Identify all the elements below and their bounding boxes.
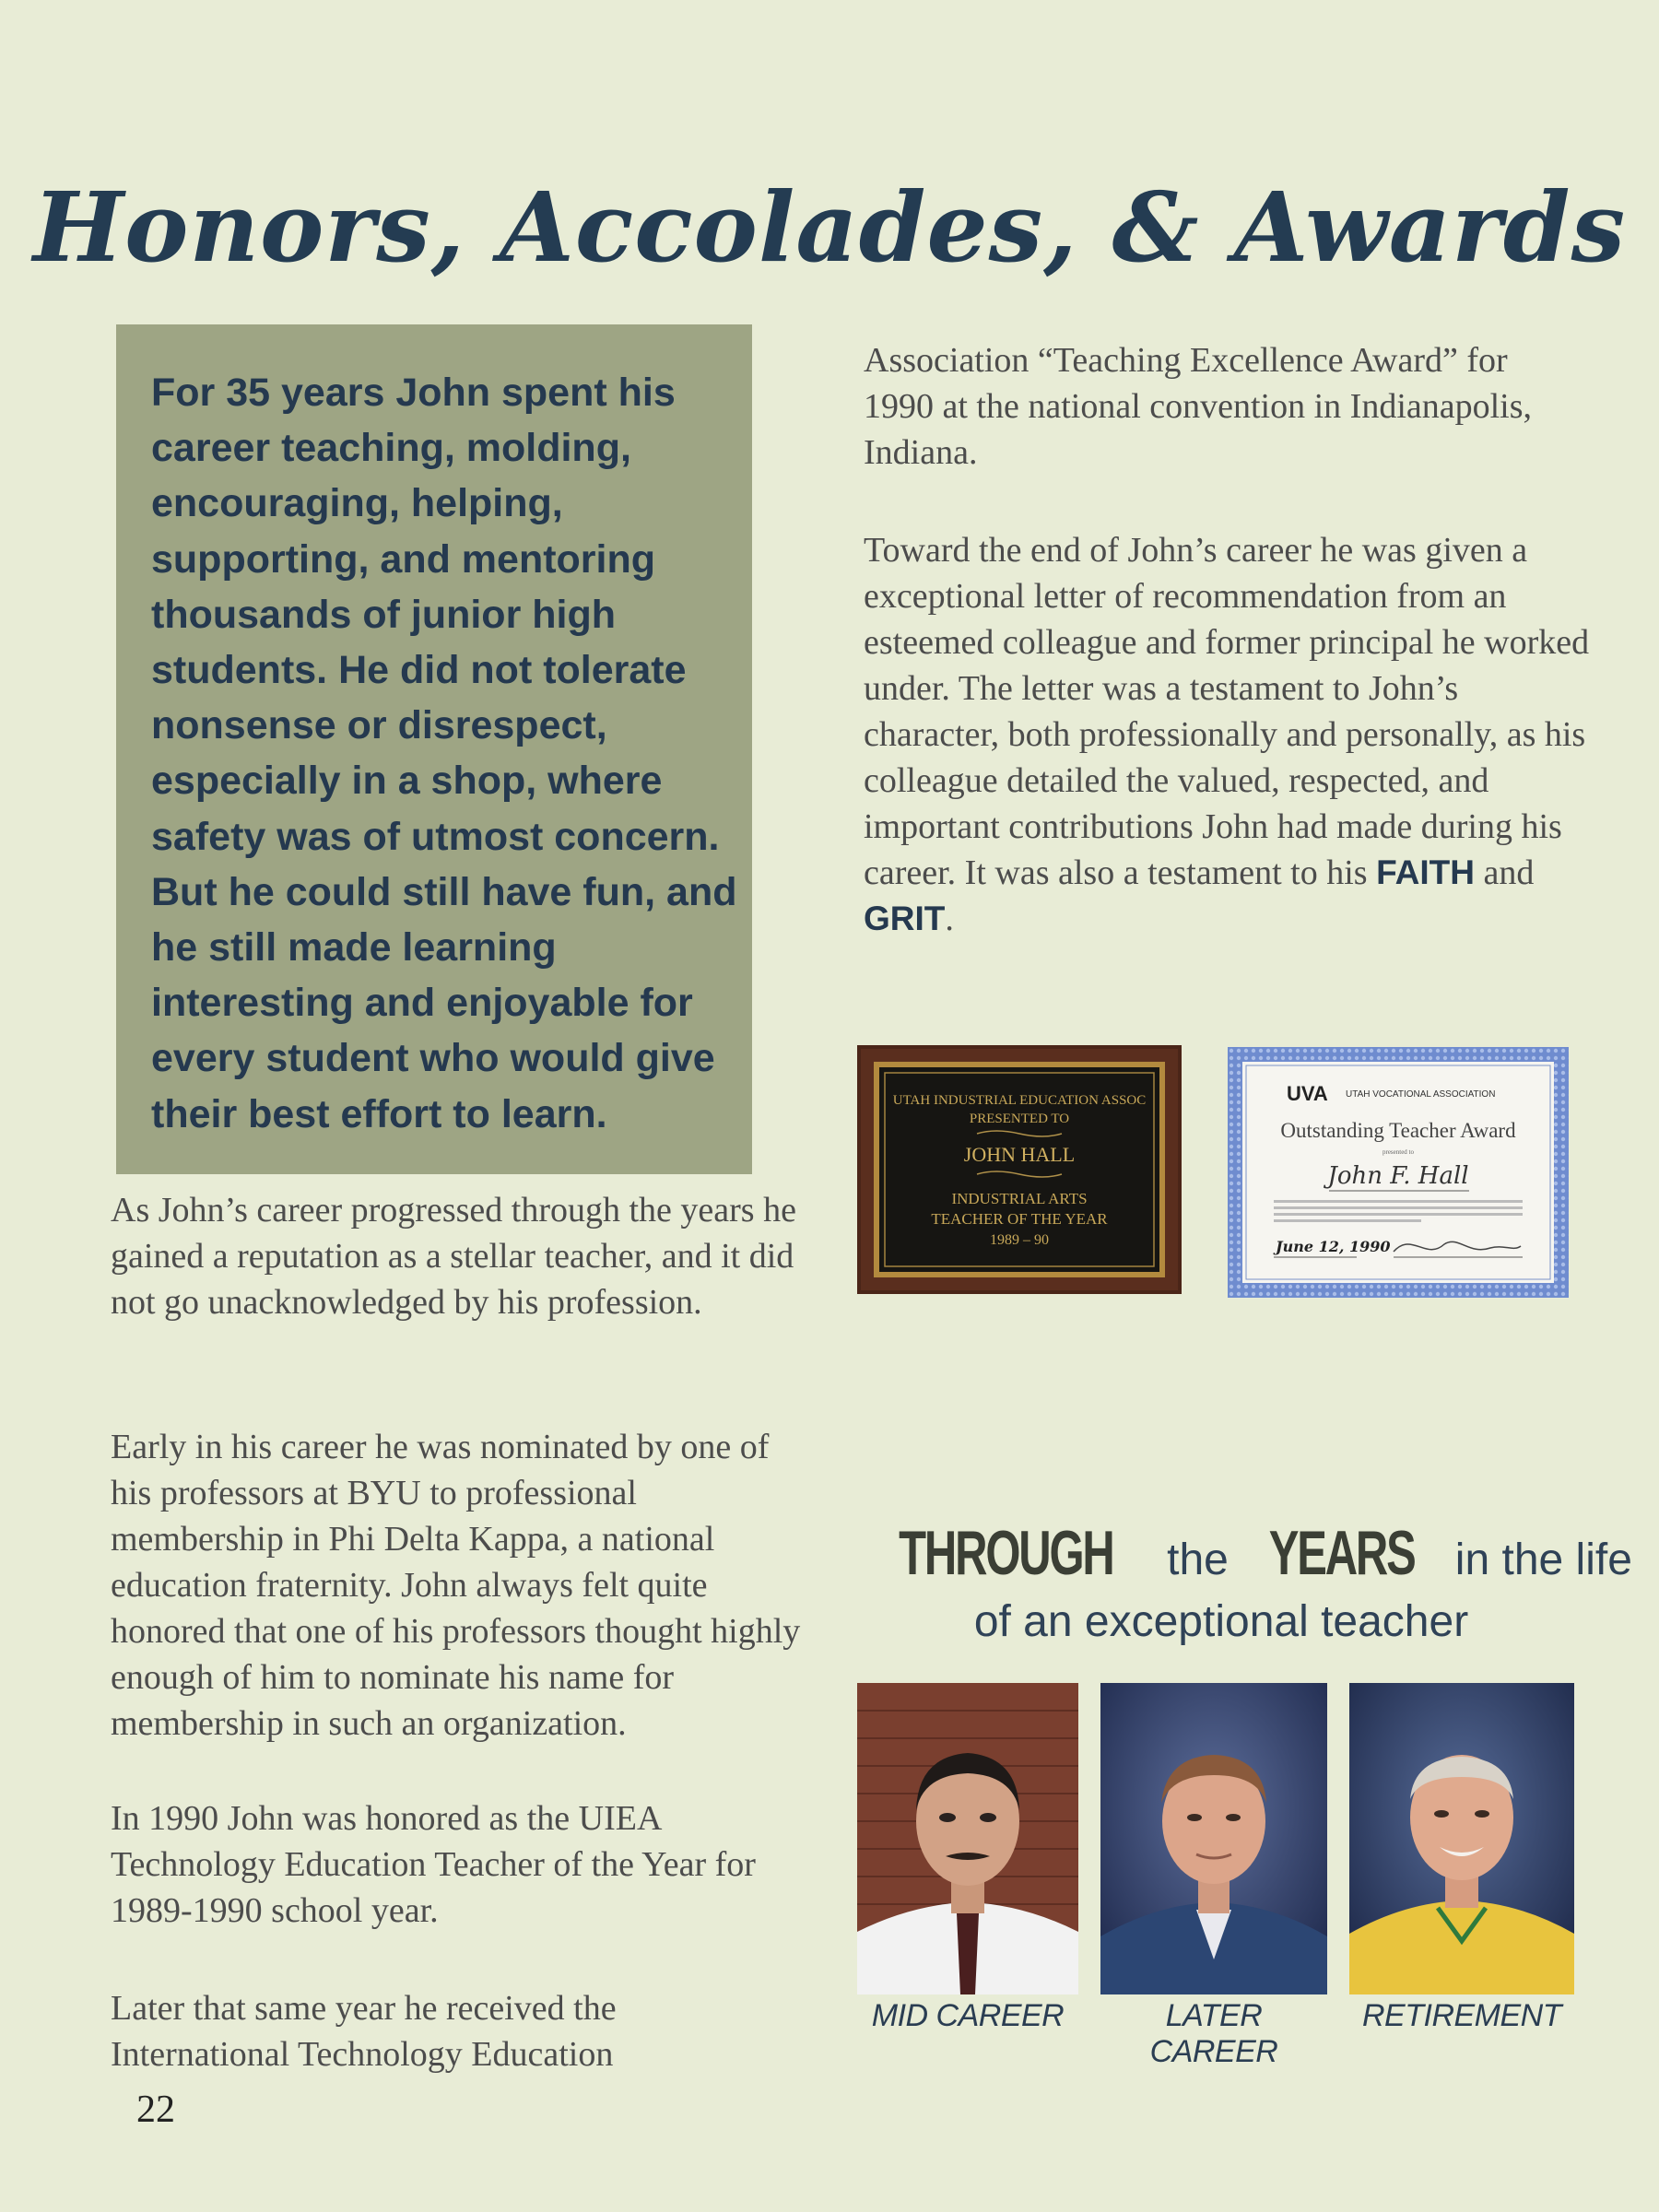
plaque-line-3: INDUSTRIAL ARTS: [951, 1190, 1088, 1207]
page-number: 22: [136, 2088, 175, 2131]
caption-retirement: RETIREMENT: [1362, 1998, 1561, 2033]
plaque-line-2: PRESENTED TO: [969, 1112, 1070, 1126]
pull-quote-box: [116, 324, 752, 1174]
later-career-photo: [1100, 1683, 1327, 1994]
right-paragraph-2: [864, 527, 1592, 942]
and-word: and: [1474, 853, 1535, 892]
faith-word: FAITH: [1376, 853, 1475, 891]
caption-later-career: LATER CAREER: [1149, 1998, 1278, 2069]
right-paragraph-1: Association “Teaching Excellence Award” for 1990 at the national convention in Indianapolis, Indiana.: [864, 341, 1533, 472]
left-paragraph-2: Early in his career he was nominated by one of his professors at BYU to professional membership in Phi Delta Kappa, a national education fraternity. John always felt quite honored that one of his professors thought highly enough of him to nominate his name for membership in such an organization.: [111, 1428, 801, 1743]
retirement-photo: [1349, 1683, 1574, 1994]
through-the-years-heading: [857, 1518, 1632, 1652]
through-the-years-subtitle: of an exceptional teacher: [973, 1597, 1469, 1646]
grit-word: GRIT: [864, 900, 946, 937]
pull-quote-text: For 35 years John spent his career teaching, molding, encouraging, helping, supporting, and mentoring thousands of junior high students. He did not tolerate nonsense or disrespect, especially in a shop, where safety was of utmost concern. But he could still have fun, and he still made learning interesting and enjoyable for every student who would give their best effort to learn.: [151, 371, 737, 1136]
certificate-image: [1228, 1047, 1569, 1298]
certificate-award: Outstanding Teacher Award: [1280, 1119, 1516, 1142]
mid-career-photo: [857, 1683, 1078, 1994]
through-word: THROUGH: [899, 1518, 1113, 1588]
page-title: Honors, Accolades, & Awards: [32, 171, 1627, 284]
period: .: [945, 900, 954, 938]
plaque-name: JOHN HALL: [963, 1143, 1076, 1166]
years-word: YEARS: [1268, 1518, 1415, 1588]
left-paragraph-3: In 1990 John was honored as the UIEA Technology Education Teacher of the Year for 1989-1990 school year.: [111, 1799, 756, 1930]
certificate-date: June 12, 1990: [1276, 1238, 1391, 1255]
certificate-logo: UVA: [1287, 1082, 1328, 1105]
in-the-life-text: in the life: [1442, 1535, 1632, 1584]
left-paragraph-1: As John’s career progressed through the years he gained a reputation as a stellar teacher, and it did not go unacknowledged by his profession.: [111, 1191, 796, 1322]
right-paragraph-2-text: Toward the end of John’s career he was given a exceptional letter of recommendation from an esteemed colleague and former principal he worked under. The letter was a testament to John’s character, both professionally and personally, as his colleague detailed the valued, respected, and important contributions John had made during his career. It was also a testament to his: [864, 531, 1590, 892]
award-plaque-image: [857, 1045, 1182, 1294]
certificate-name: John F. Hall: [1327, 1162, 1469, 1190]
plaque-line-1: UTAH INDUSTRIAL EDUCATION ASSOC: [892, 1093, 1147, 1108]
certificate-org: UTAH VOCATIONAL ASSOCIATION: [1346, 1089, 1496, 1100]
left-paragraph-4: Later that same year he received the International Technology Education: [111, 1989, 617, 2074]
caption-mid-career: MID CAREER: [871, 1998, 1065, 2033]
plaque-line-4: TEACHER OF THE YEAR: [931, 1210, 1108, 1228]
plaque-line-5: 1989 – 90: [990, 1232, 1049, 1248]
the-word: the: [1154, 1535, 1241, 1584]
certificate-presented: presented to: [1382, 1148, 1415, 1156]
